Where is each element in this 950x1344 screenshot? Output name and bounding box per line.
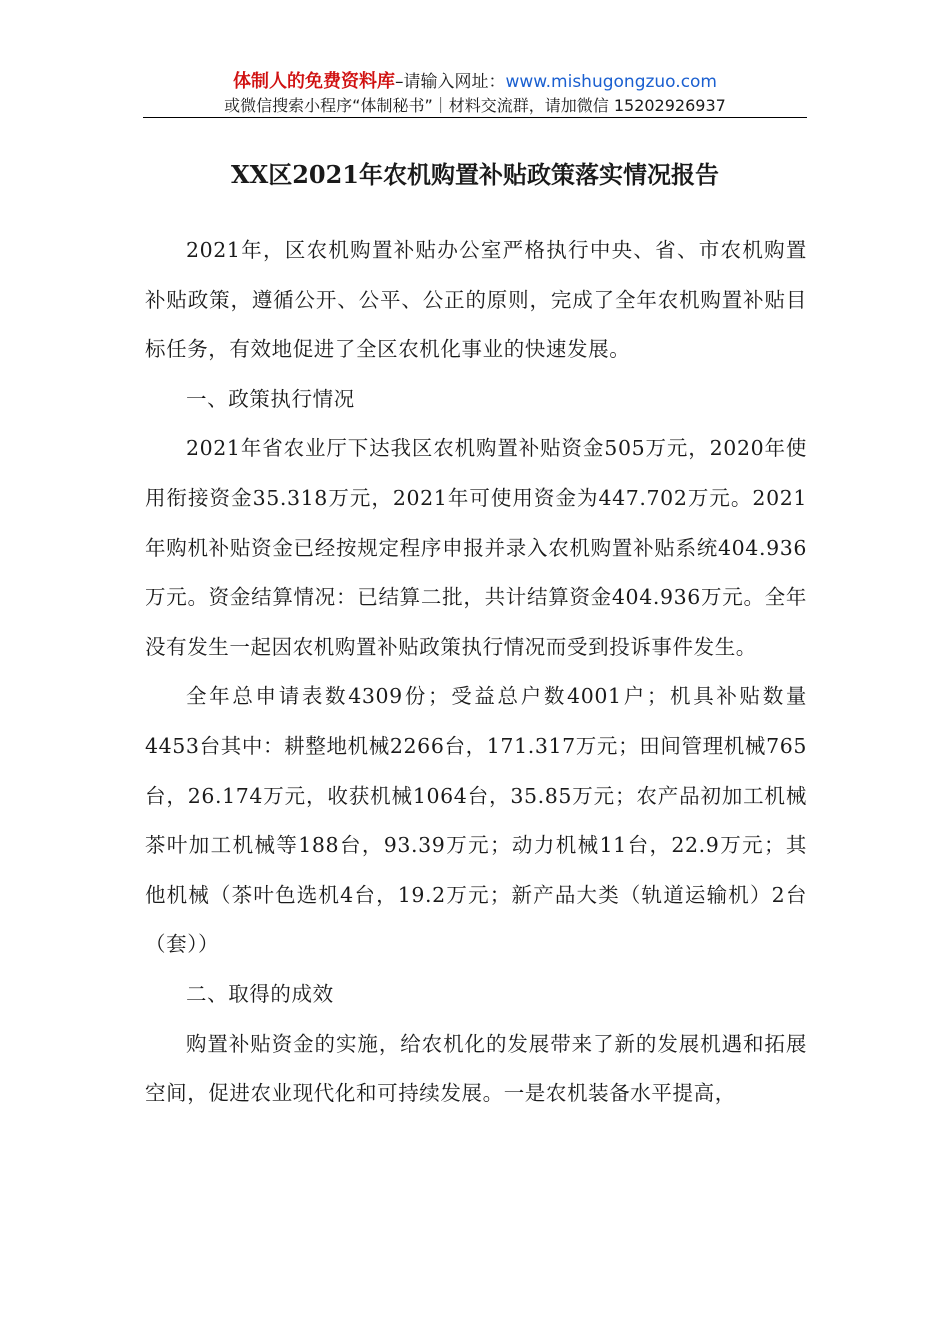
document-body [145,226,807,1119]
body-paragraph: 全年总申请表数4309份；受益总户数4001户；机具补贴数量4453台其中：耕整地机械2266台，171.317万元；田间管理机械765台，26.174万元，收获机械1064台，35.85万元；农产品初加工机械茶叶加工机械等188台，93.39万元；动力机械11台，22.9万元；其他机械（茶叶色选机4台，19.2万元；新产品大类（轨道运输机）2台（套）） [145,684,807,957]
section-heading-results: 二、取得的成效 [186,981,334,1006]
document-title: XX区2021年农机购置补贴政策落实情况报告 [230,160,720,189]
header-line-1 [143,70,807,94]
header-brand: 体制人的免费资料库 [232,71,395,92]
header-line-2: 或微信搜索小程序“体制秘书”｜材料交流群，请加微信 15202926937 [224,96,726,115]
header-url-link[interactable]: www.mishugongzuo.com [505,72,717,92]
header-url-prompt: –请输入网址： [394,72,506,92]
section-heading-policy: 一、政策执行情况 [186,386,355,411]
body-paragraph: 2021年，区农机购置补贴办公室严格执行中央、省、市农机购置补贴政策，遵循公开、公平、公正的原则，完成了全年农机购置补贴目标任务，有效地促进了全区农机化事业的快速发展。 [145,238,807,362]
header-divider [143,117,807,118]
body-paragraph: 购置补贴资金的实施，给农机化的发展带来了新的发展机遇和拓展空间，促进农业现代化和可持续发展。一是农机装备水平提高， [145,1031,807,1106]
page-header [143,70,807,118]
body-paragraph: 2021年省农业厅下达我区农机购置补贴资金505万元，2020年使用衔接资金35.318万元，2021年可使用资金为447.702万元。2021年购机补贴资金已经按规定程序申报并录入农机购置补贴系统404.936万元。资金结算情况：已结算二批，共计结算资金404.936万元。全年没有发生一起因农机购置补贴政策执行情况而受到投诉事件发生。 [145,436,807,659]
